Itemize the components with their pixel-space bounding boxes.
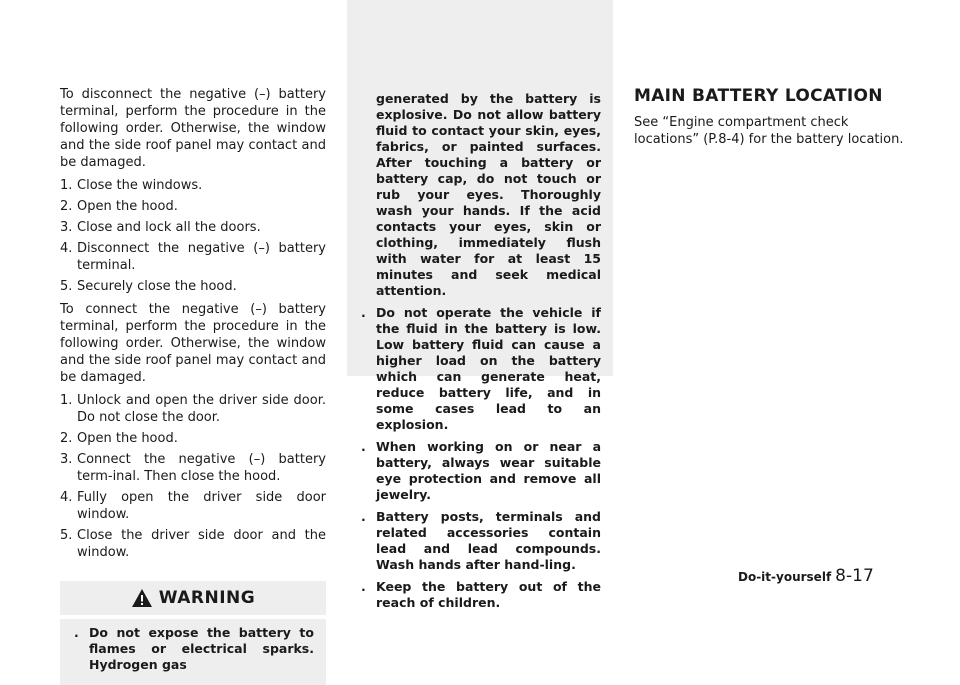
battery-location-text: See “Engine compartment check locations” (P.8-4) for the battery location. — [634, 115, 904, 147]
column-middle — [347, 0, 613, 610]
warning-item-text: Battery posts, terminals and related accessories contain lead and lead compounds. Wash hands after hand-ling. — [376, 509, 601, 572]
warning-item-text: Do not operate the vehicle if the fluid in the battery is low. Low battery fluid can cause a higher load on the battery which can generate heat, reduce battery life, and in some cases lead to an explosion. — [376, 305, 601, 432]
step-number: 3. — [60, 220, 73, 235]
list-item — [60, 451, 326, 485]
warning-body-continued — [347, 0, 613, 610]
connect-steps — [60, 392, 326, 561]
page-number: 8-17 — [835, 566, 874, 586]
disconnect-steps — [60, 177, 326, 295]
list-item — [361, 305, 601, 433]
step-text: Unlock and open the driver side door. Do not close the door. — [77, 393, 326, 425]
step-number: 4. — [60, 490, 73, 505]
step-number: 5. — [60, 279, 73, 294]
disconnect-intro: To disconnect the negative (–) battery terminal, perform the procedure in the following order. Otherwise, the window and the side roof panel may contact and be damaged. — [60, 87, 326, 170]
step-text: Open the hood. — [77, 431, 178, 446]
connect-intro: To connect the negative (–) battery terminal, perform the procedure in the following order. Otherwise, the window and the side roof panel may contact and be damaged. — [60, 302, 326, 385]
warning-body — [60, 619, 326, 685]
step-text: Close the windows. — [77, 178, 203, 193]
list-item — [361, 91, 601, 299]
warning-triangle-icon — [131, 588, 153, 608]
warning-item-text: Do not expose the battery to flames or electrical sparks. Hydrogen gas — [89, 625, 314, 672]
bullet: . — [361, 509, 366, 524]
list-item — [60, 198, 326, 215]
list-item — [60, 392, 326, 426]
column-left — [60, 86, 326, 685]
step-text: Close the driver side door and the window. — [77, 528, 326, 560]
section-heading: MAIN BATTERY LOCATION — [634, 86, 883, 106]
warning-list-continued — [361, 91, 601, 611]
warning-item-text: When working on or near a battery, always wear suitable eye protection and remove all jewelry. — [376, 439, 601, 502]
bullet: . — [361, 579, 366, 594]
bullet: . — [74, 625, 79, 640]
step-number: 4. — [60, 241, 73, 256]
list-item — [60, 527, 326, 561]
step-text: Fully open the driver side door window. — [77, 490, 326, 522]
step-number: 5. — [60, 528, 73, 543]
step-number: 1. — [60, 393, 73, 408]
list-item — [361, 509, 601, 573]
list-item — [60, 177, 326, 194]
step-number: 2. — [60, 431, 73, 446]
warning-title: WARNING — [158, 587, 256, 608]
page-footer — [738, 566, 874, 586]
list-item — [60, 240, 326, 274]
list-item — [361, 439, 601, 503]
warning-item-text: Keep the battery out of the reach of children. — [376, 579, 601, 610]
list-item — [60, 430, 326, 447]
bullet: . — [361, 305, 366, 320]
list-item — [74, 625, 314, 673]
step-number: 2. — [60, 199, 73, 214]
step-text: Open the hood. — [77, 199, 178, 214]
step-number: 1. — [60, 178, 73, 193]
footer-section-name: Do-it-yourself — [738, 570, 832, 584]
warning-header — [60, 581, 326, 615]
warning-continuation-text: generated by the battery is explosive. Do not allow battery fluid to contact your skin, eyes, fabrics, or painted surfaces. After touching a battery or battery cap, do not touch or rub your eyes. Thoroughly wash your hands. If the acid contacts your eyes, skin or clothing, immediately flush with water for at least 15 minutes and seek medical attention. — [376, 91, 601, 298]
warning-list — [74, 625, 314, 673]
column-right — [634, 86, 904, 154]
step-text: Securely close the hood. — [77, 279, 237, 294]
list-item — [60, 219, 326, 236]
step-text: Connect the negative (–) battery term-inal. Then close the hood. — [77, 452, 326, 484]
step-number: 3. — [60, 452, 73, 467]
bullet: . — [361, 439, 366, 454]
list-item — [60, 278, 326, 295]
step-text: Disconnect the negative (–) battery terminal. — [77, 241, 326, 273]
list-item — [60, 489, 326, 523]
step-text: Close and lock all the doors. — [77, 220, 261, 235]
list-item — [361, 579, 601, 611]
